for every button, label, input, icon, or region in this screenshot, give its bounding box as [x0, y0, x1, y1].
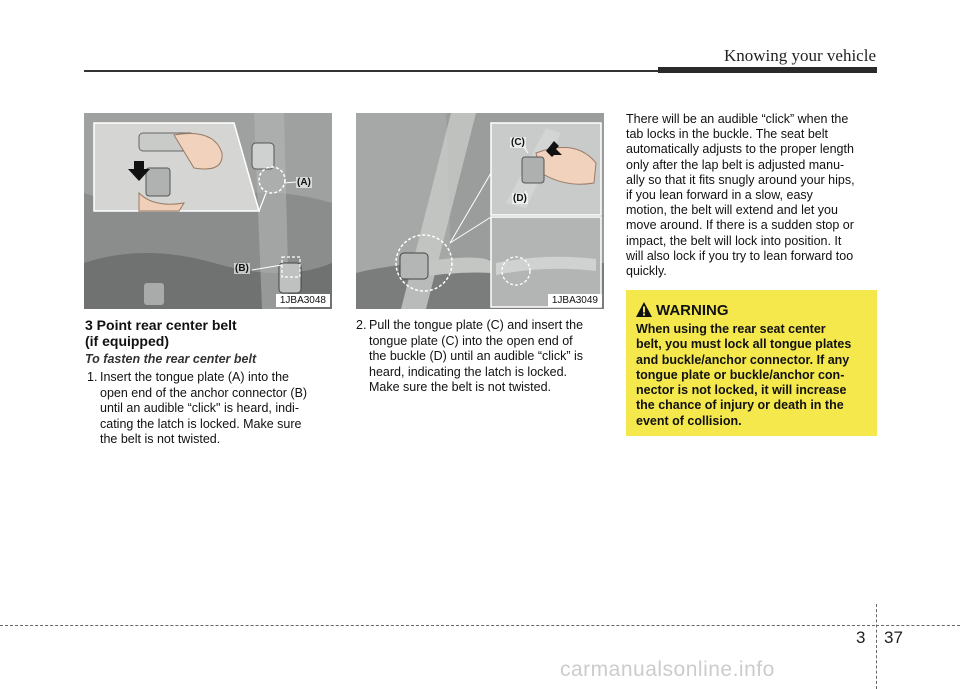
photo-illustration-2 [356, 113, 604, 309]
section-title [85, 317, 237, 349]
paragraph-line: There will be an audible “click” when the [626, 112, 849, 126]
warning-text [636, 322, 869, 429]
callout-a: (A) [297, 177, 311, 188]
step-line: the belt is not twisted. [100, 432, 221, 446]
header-divider [84, 70, 659, 72]
footer-divider [0, 625, 875, 626]
warning-line: the chance of injury or death in the [636, 398, 844, 413]
figure-code: 1JBA3049 [548, 294, 602, 307]
chapter-number: 3 [856, 628, 866, 647]
warning-line: nector is not locked, it will increase [636, 383, 847, 398]
footer-divider-right [876, 625, 960, 626]
section-title-line: (if equipped) [85, 333, 169, 349]
step-line: open end of the anchor connector (B) [100, 385, 308, 400]
step-line: the buckle (D) until an audible “click” is [369, 349, 583, 363]
footer-page-separator [876, 604, 877, 689]
figure-buckle-photo [356, 113, 604, 309]
warning-triangle-icon [636, 302, 652, 317]
step-number: 1. [87, 370, 98, 384]
warning-title: WARNING [656, 302, 729, 319]
step-line: Insert the tongue plate (A) into the [100, 370, 290, 384]
paragraph-line: motion, the belt will extend and let you [626, 203, 838, 218]
step-line: cating the latch is locked. Make sure [100, 416, 302, 431]
belt-lock-paragraph [626, 112, 878, 279]
section-title-line: 3 Point rear center belt [85, 317, 237, 333]
paragraph-line: will also lock if you try to lean forward too [626, 248, 854, 263]
step-line: heard, indicating the latch is locked. [369, 364, 568, 379]
header-title: Knowing your vehicle [723, 46, 876, 65]
page-number: 37 [884, 628, 903, 647]
warning-line: tongue plate or buckle/anchor con- [636, 367, 845, 382]
step-line: until an audible “click" is heard, indi- [100, 401, 299, 415]
callout-c: (C) [511, 137, 525, 148]
figure-anchor-connector-photo [84, 113, 332, 309]
header-divider-bar [658, 67, 877, 73]
warning-line: When using the rear seat center [636, 322, 826, 336]
photo-illustration-1 [84, 113, 332, 309]
step-line: Make sure the belt is not twisted. [369, 380, 552, 394]
warning-line: and buckle/anchor connector. If any [636, 352, 850, 367]
paragraph-line: impact, the belt will lock into position. It [626, 233, 842, 248]
warning-line: belt, you must lock all tongue plates [636, 337, 852, 352]
paragraph-line: ally so that it fits snugly around your hips, [626, 172, 855, 187]
paragraph-line: quickly. [626, 264, 667, 279]
step-line: Pull the tongue plate (C) and insert the [369, 318, 584, 332]
step-1 [87, 370, 335, 448]
step-line: tongue plate (C) into the open end of [369, 333, 573, 348]
watermark: carmanualsonline.info [560, 658, 775, 681]
paragraph-line: if you lean forward in a slow, easy [626, 188, 813, 203]
section-subtitle: To fasten the rear center belt [85, 352, 257, 366]
paragraph-line: automatically adjusts to the proper length [626, 142, 854, 157]
paragraph-line: move around. If there is a sudden stop or [626, 218, 854, 233]
figure-code: 1JBA3048 [276, 294, 330, 307]
warning-line: event of collision. [636, 413, 742, 428]
paragraph-line: tab locks in the buckle. The seat belt [626, 127, 828, 142]
paragraph-line: only after the lap belt is adjusted manu- [626, 157, 845, 172]
step-2 [356, 318, 605, 396]
step-number: 2. [356, 318, 367, 332]
callout-b: (B) [235, 263, 249, 274]
warning-box [626, 290, 877, 436]
callout-d: (D) [513, 193, 527, 204]
